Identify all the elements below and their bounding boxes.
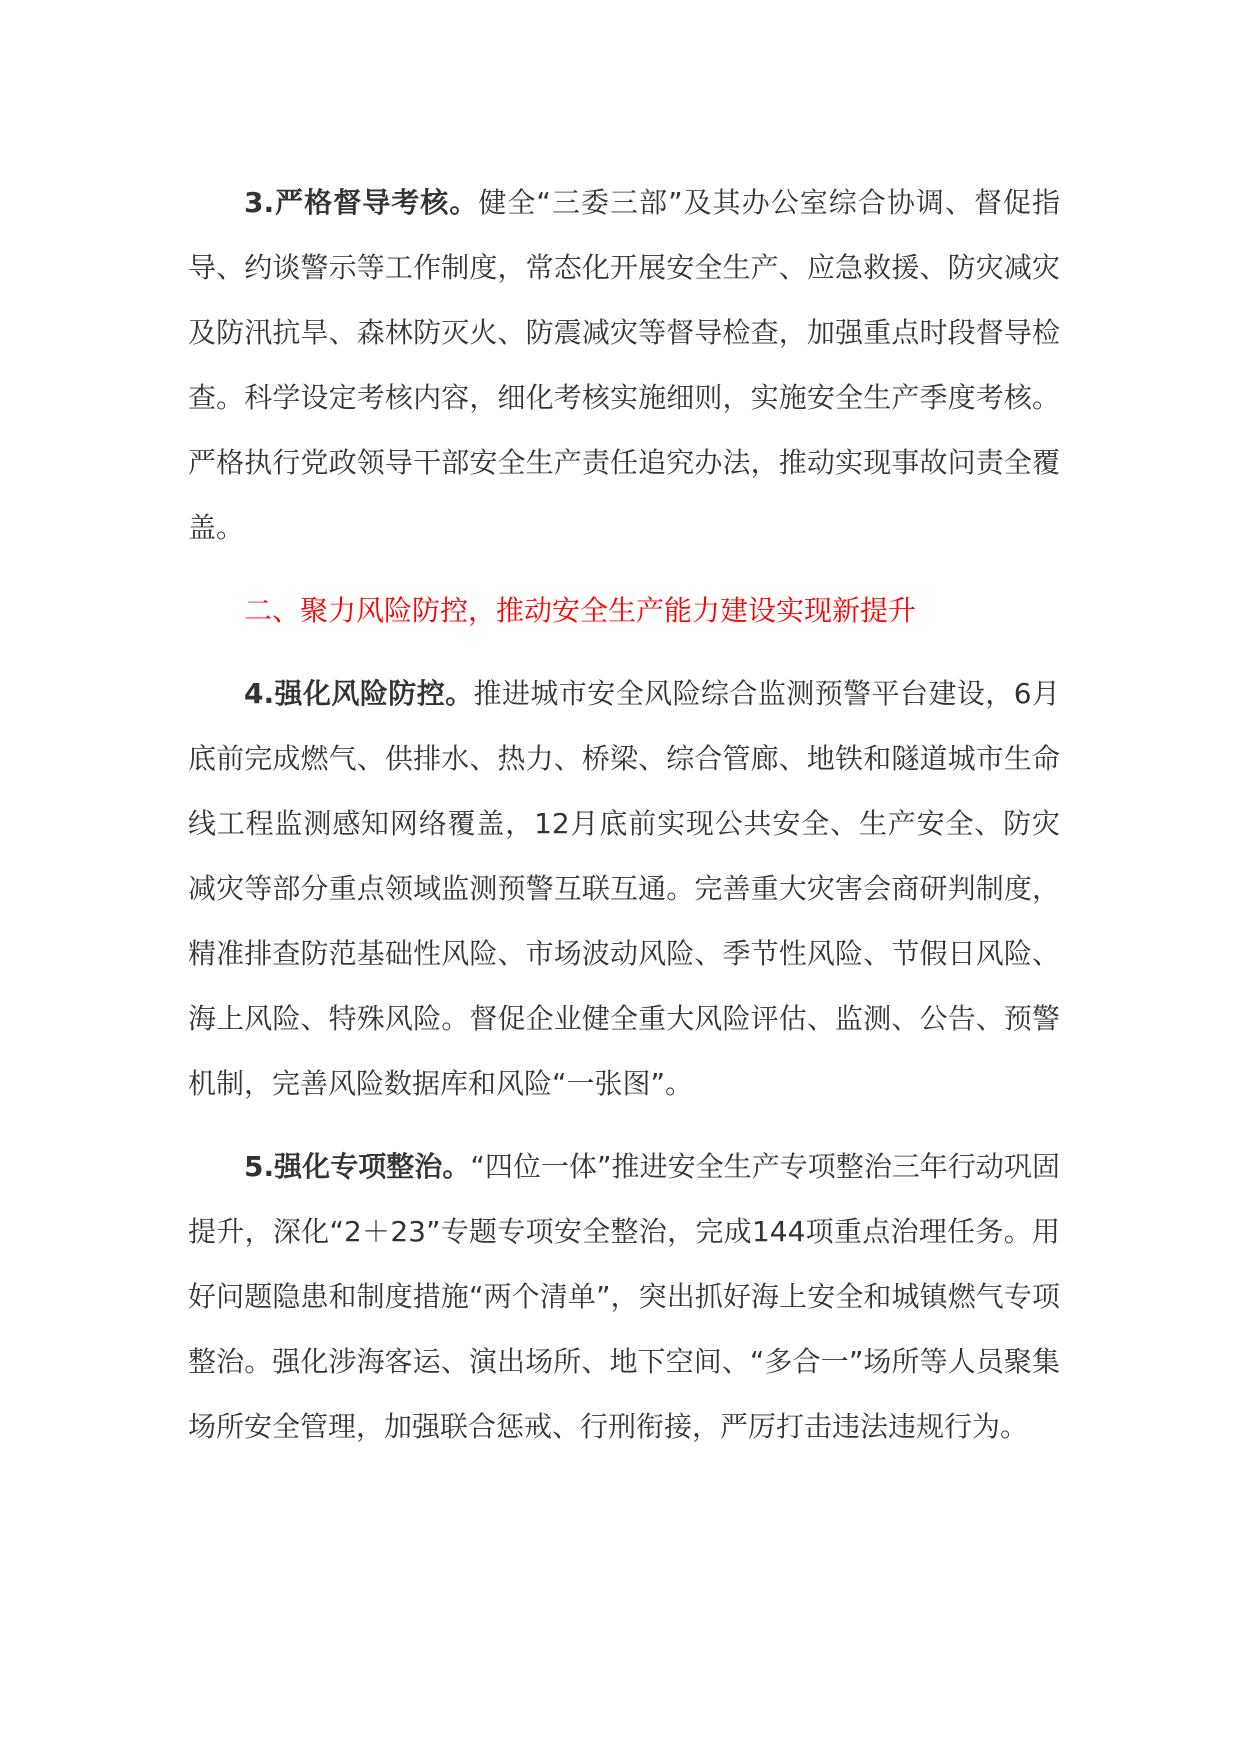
paragraph-special-rectification <box>188 1134 1060 1459</box>
paragraph-lead: 3.严格督导考核。 <box>244 186 479 219</box>
paragraph-text: 推进城市安全风险综合监测预警平台建设，6月底前完成燃气、供排水、热力、桥梁、综合管廊、地铁和隧道城市生命线工程监测感知网络覆盖，12月底前实现公共安全、生产安全、防灾减灾等部分重点领域监测预警互联互通。完善重大灾害会商研判制度，精准排查防范基础性风险、市场波动风险、季节性风险、节假日风险、海上风险、特殊风险。督促企业健全重大风险评估、监测、公告、预警机制，完善风险数据库和风险“一张图”。 <box>188 677 1060 1100</box>
paragraph-lead: 5.强化专项整治。 <box>244 1150 471 1183</box>
section-heading: 二、聚力风险防控，推动安全生产能力建设实现新提升 <box>244 594 917 627</box>
document-body <box>188 170 1060 1459</box>
paragraph-risk-control <box>188 661 1060 1116</box>
paragraph-text: “四位一体”推进安全生产专项整治三年行动巩固提升，深化“2＋23”专题专项安全整治，完成144项重点治理任务。用好问题隐患和制度措施“两个清单”，突出抓好海上安全和城镇燃气专项整治。强化涉海客运、演出场所、地下空间、“多合一”场所等人员聚集场所安全管理，加强联合惩戒、行刑衔接，严厉打击违法违规行为。 <box>188 1150 1060 1443</box>
paragraph-strict-supervision <box>188 170 1060 560</box>
paragraph-lead: 4.强化风险防控。 <box>244 677 474 710</box>
paragraph-text: 健全“三委三部”及其办公室综合协调、督促指导、约谈警示等工作制度，常态化开展安全生产、应急救援、防灾减灾及防汛抗旱、森林防灭火、防震减灾等督导检查，加强重点时段督导检查。科学设定考核内容，细化考核实施细则，实施安全生产季度考核。严格执行党政领导干部安全生产责任追究办法，推动实现事故问责全覆盖。 <box>188 186 1061 544</box>
